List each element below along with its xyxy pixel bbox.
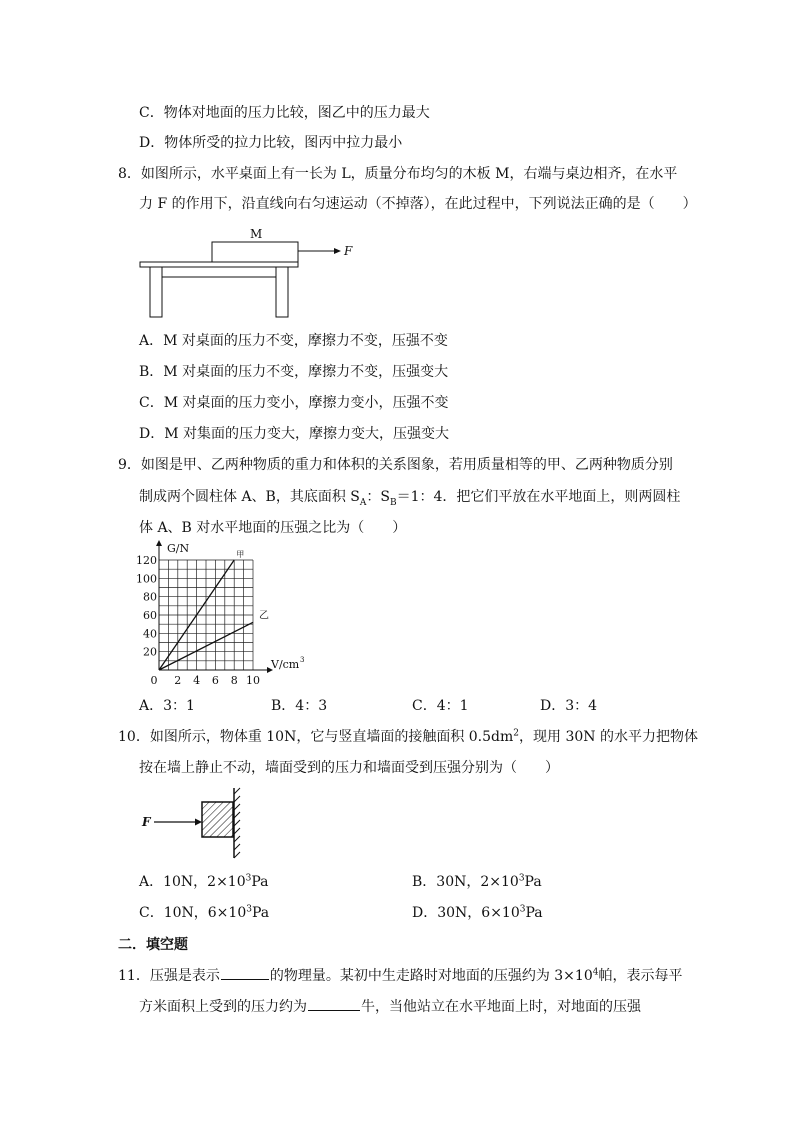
q10-option-b	[412, 873, 542, 891]
q9-sub-b: B	[389, 497, 397, 508]
y-axis-label: G/N	[167, 542, 190, 555]
q7-option-d: D．物体所受的拉力比较，图丙中拉力最小	[139, 135, 403, 151]
q10-option-c-sup: 3	[246, 904, 252, 915]
hatched-block	[202, 802, 233, 837]
q9-stem-line2	[139, 488, 680, 506]
board-m	[212, 242, 298, 262]
q9-stem-line3: 体 A、B 对水平地面的压强之比为（ ）	[139, 520, 407, 536]
q10-option-a-pre: A．10N，2×10	[139, 874, 246, 890]
q9-stem-line1: 9．如图是甲、乙两种物质的重力和体积的关系图象，若用质量相等的甲、乙两种物质分别	[118, 457, 673, 473]
x-axis-label: V/cm	[271, 658, 300, 671]
q10-option-d-pre: D．30N，6×10	[412, 905, 520, 921]
y-tick-label: 60	[143, 609, 157, 622]
q11-blank-2[interactable]	[308, 997, 360, 1011]
section-title: 二．填空题	[118, 937, 188, 953]
q9-option-d: D．3：4	[540, 698, 598, 714]
q10-stem-line1-pre: 10．如图所示，物体重 10N，它与竖直墙面的接触面积 0.5dm	[118, 729, 514, 745]
table-leg-right	[276, 267, 288, 317]
q10-force-arrow-head	[195, 819, 202, 826]
q10-option-b-pre: B．30N，2×10	[412, 874, 519, 890]
q10-option-d-post: Pa	[525, 905, 543, 921]
q8-option-a: A．M 对桌面的压力不变，摩擦力不变，压强不变	[139, 333, 448, 349]
q8-option-c: C．M 对桌面的压力变小，摩擦力变小，压强不变	[139, 395, 449, 411]
q10-option-c	[139, 904, 269, 922]
board-label: M	[250, 227, 263, 241]
series-label-jia: 甲	[236, 550, 245, 559]
x-axis-label-sup: 3	[300, 656, 305, 664]
x-tick-label: 2	[174, 674, 182, 687]
q9-stem-line2-mid: ：S	[366, 489, 390, 505]
table-leg-left	[150, 267, 162, 317]
q11-line1	[118, 966, 682, 985]
q10-stem-sup: 2	[513, 728, 520, 739]
y-tick-label: 20	[143, 645, 157, 659]
x-tick-label: 10	[246, 674, 260, 687]
q10-option-d-sup: 3	[519, 904, 526, 915]
q10-wall-figure	[140, 786, 250, 860]
q8-option-b: B．M 对桌面的压力不变，摩擦力不变，压强变大	[139, 364, 449, 380]
q10-stem-line1	[118, 728, 698, 746]
g-v-chart	[138, 544, 308, 692]
q11-line2	[139, 997, 641, 1016]
q11-line2-pre: 方米面积上受到的压力约为	[139, 999, 307, 1015]
q8-stem-line1: 8．如图所示，水平桌面上有一长为 L，质量分布均匀的木板 M，右端与桌边相齐，在水平	[118, 166, 678, 182]
q10-stem-line2: 按在墙上静止不动，墙面受到的压力和墙面受到压强分别为（ ）	[139, 760, 559, 776]
q9-sub-a: A	[359, 497, 367, 508]
q7-option-c: C．物体对地面的压力比较，图乙中的压力最大	[139, 105, 430, 121]
q8-option-d: D．M 对集面的压力变大，摩擦力变大，压强变大	[139, 426, 450, 442]
force-label: F	[344, 244, 353, 258]
x-tick-label: 6	[211, 674, 219, 687]
series-label-yi: 乙	[259, 610, 269, 622]
q10-option-b-post: Pa	[524, 874, 542, 890]
wall-hatching	[234, 788, 240, 858]
q10-option-a	[139, 873, 269, 891]
q9-option-a: A．3：1	[139, 698, 195, 714]
x-tick-label: 4	[193, 674, 201, 687]
q11-line1-mid: 的物理量。某初中生走路时对地面的压强约为 3×10	[269, 968, 593, 984]
y-tick-label: 80	[143, 590, 157, 604]
q11-blank-1[interactable]	[221, 966, 269, 980]
q10-option-a-post: Pa	[251, 874, 269, 890]
force-arrow-head	[334, 248, 341, 254]
q9-stem-line2-post: ＝1：4．把它们平放在水平地面上，则两圆柱	[396, 489, 681, 505]
q10-option-a-sup: 3	[245, 873, 252, 884]
y-tick-label: 40	[143, 627, 157, 641]
table-top	[140, 262, 298, 267]
x-tick-label: 8	[230, 674, 238, 687]
x-tick-label: 0	[150, 674, 158, 687]
q9-stem-line2-pre: 制成两个圆柱体 A、B，其底面积 S	[139, 489, 360, 505]
q11-line1-sup: 4	[592, 967, 599, 978]
q10-option-c-pre: C．10N，6×10	[139, 905, 247, 921]
q11-line2-post: 牛，当他站立在水平地面上时，对地面的压强	[361, 999, 641, 1015]
q10-force-label: F	[142, 815, 151, 829]
q10-option-d	[412, 904, 543, 922]
q9-option-b: B．4：3	[271, 698, 328, 714]
q8-table-figure	[138, 224, 358, 320]
q10-stem-line1-post: ，现用 30N 的水平力把物体	[519, 729, 698, 745]
y-tick-label: 100	[136, 572, 157, 586]
y-axis-arrow	[156, 540, 162, 546]
q10-option-b-sup: 3	[518, 873, 525, 884]
q9-option-c: C．4：1	[412, 698, 469, 714]
q11-line1-pre: 11．压强是表示	[118, 968, 220, 984]
chart-ticks	[136, 554, 260, 687]
q11-line1-post: 帕，表示每平	[598, 968, 683, 984]
chart-grid	[159, 560, 253, 670]
q8-stem-line2: 力 F 的作用下，沿直线向右匀速运动（不掉落），在此过程中，下列说法正确的是（ ）	[139, 196, 697, 212]
y-tick-label: 120	[136, 554, 157, 567]
q10-option-c-post: Pa	[251, 905, 270, 921]
